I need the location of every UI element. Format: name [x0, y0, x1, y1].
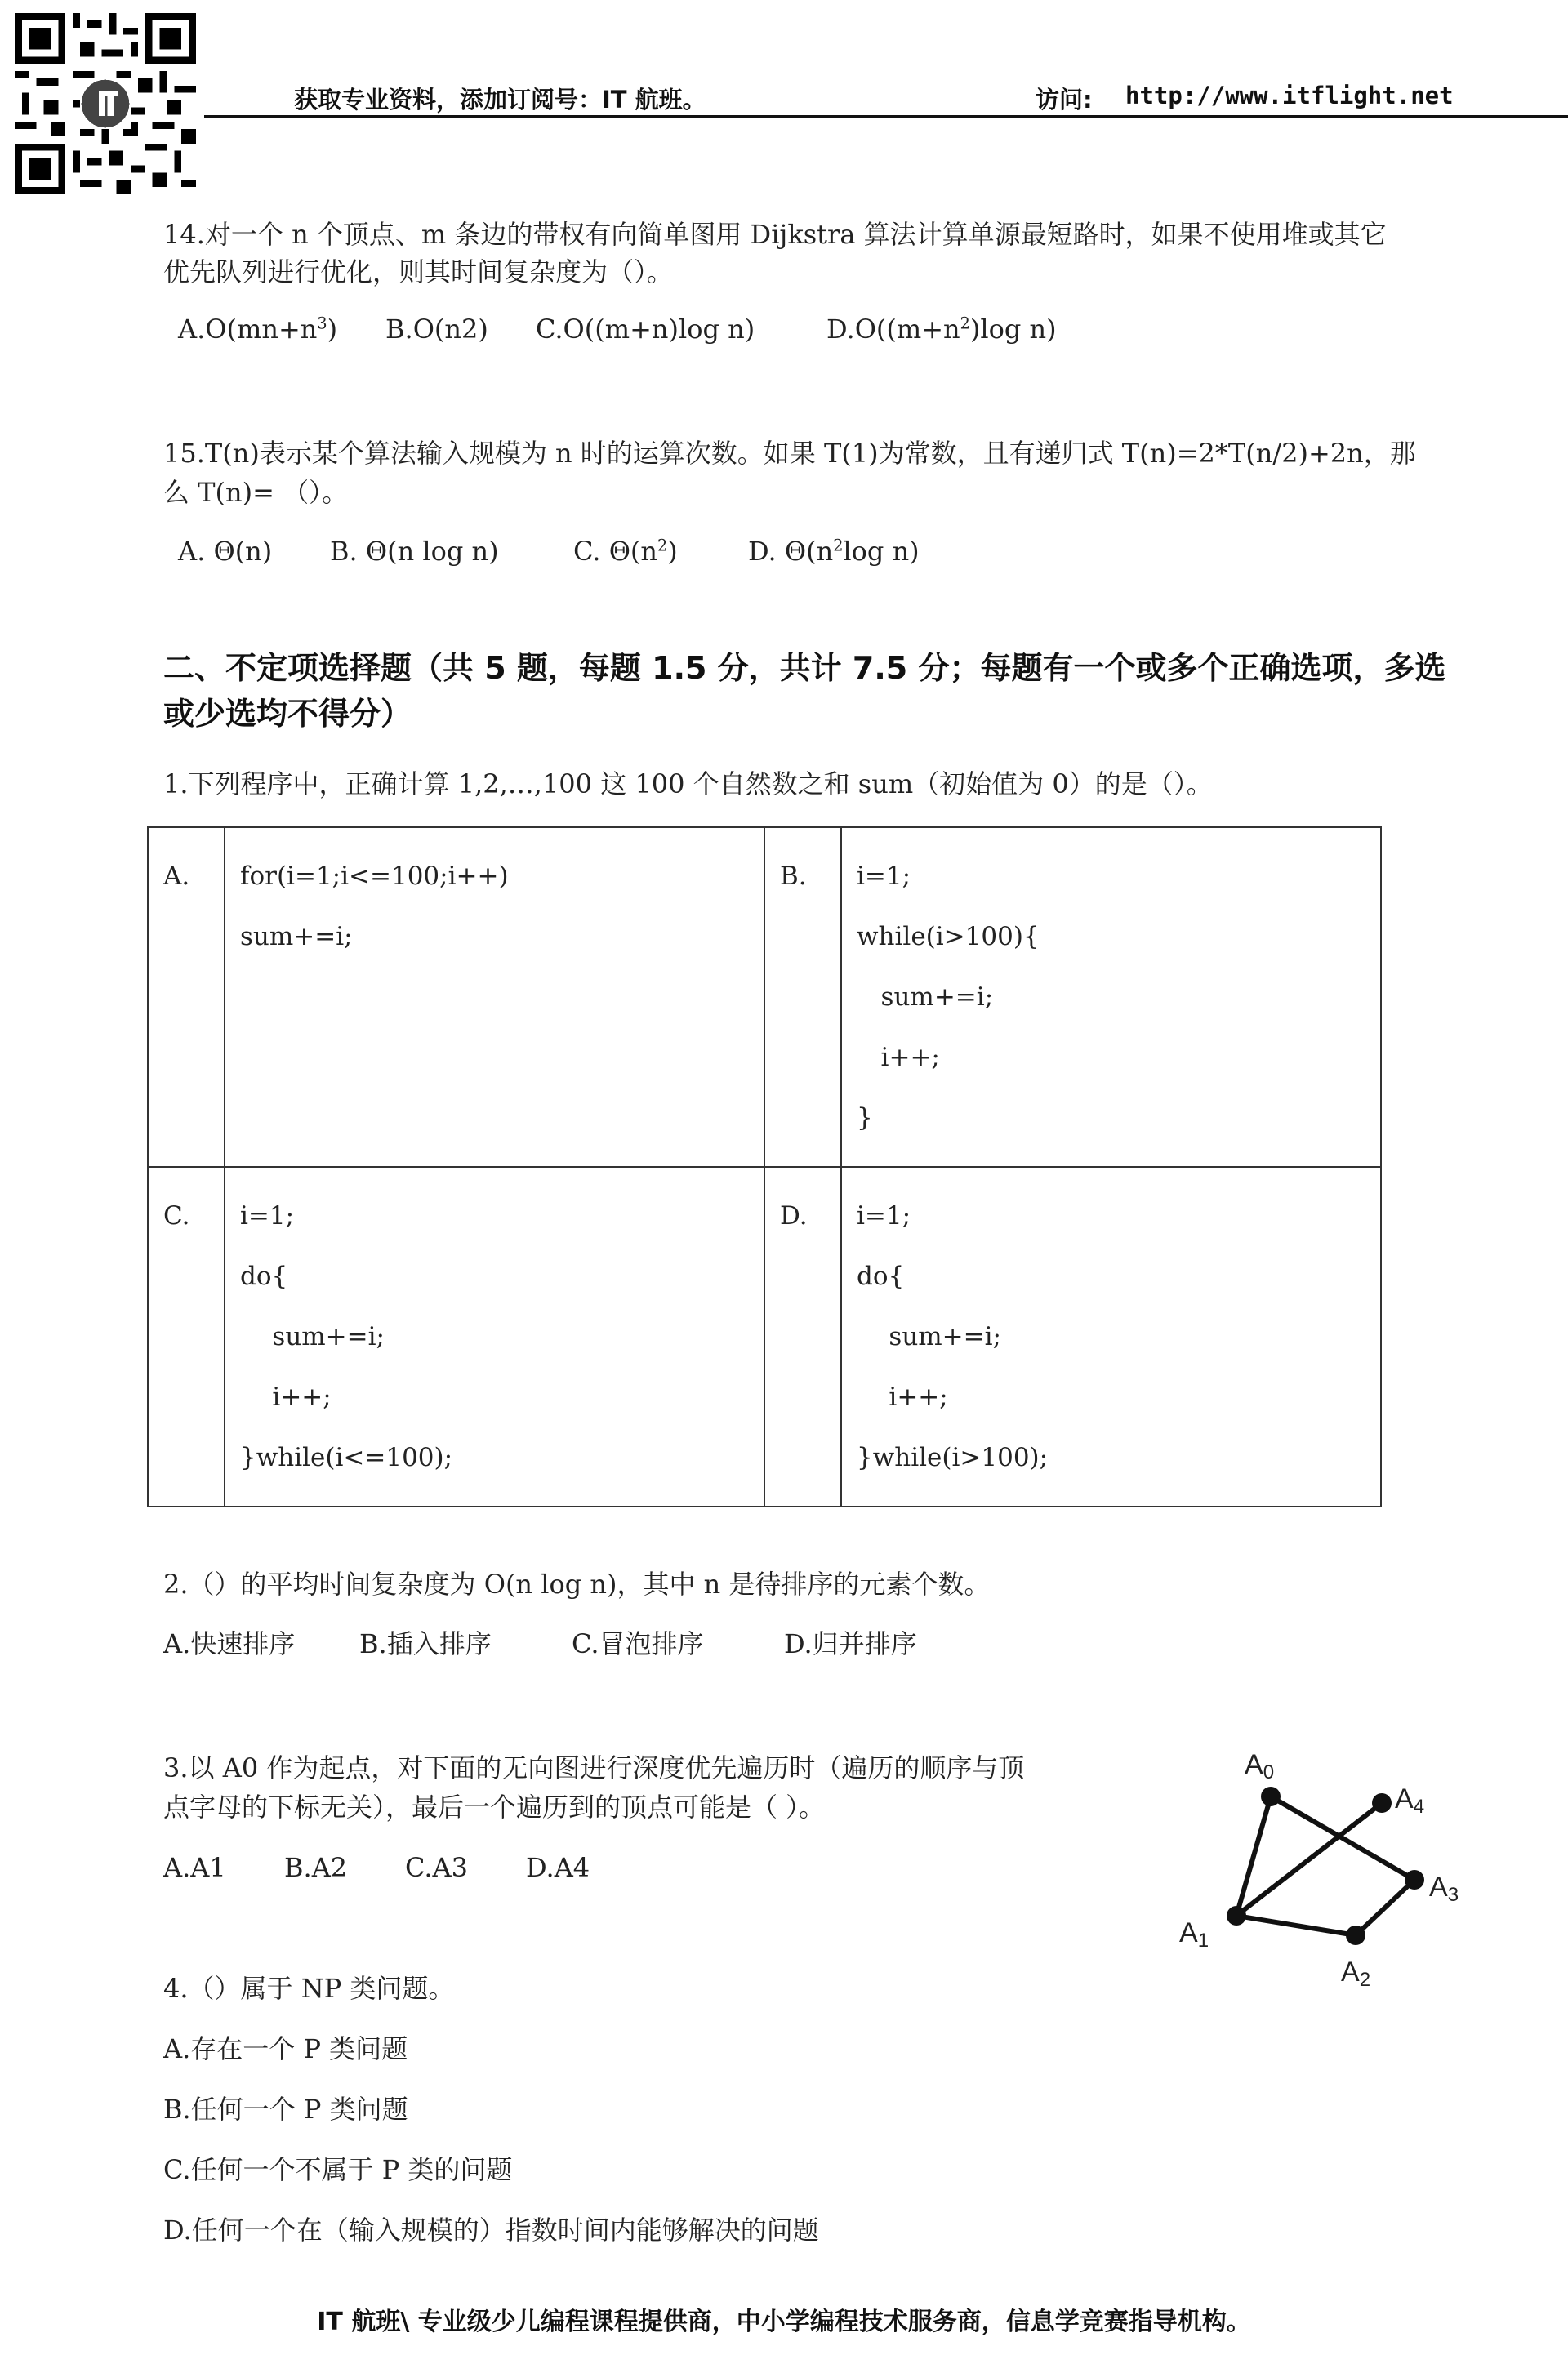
mq2-option-b: B.插入排序: [359, 1628, 492, 1659]
code-line: sum+=i;: [857, 982, 994, 1012]
mq3-option-d: D.A4: [526, 1852, 590, 1883]
mq4-option-b: B.任何一个 P 类问题: [163, 2094, 408, 2125]
code-line: }while(i<=100);: [240, 1443, 453, 1472]
graph-label-a4: A4: [1395, 1783, 1425, 1818]
header-visit-label: 访问:: [1036, 86, 1093, 114]
code-line: sum+=i;: [240, 922, 353, 951]
mq3-option-a: A.A1: [163, 1852, 226, 1883]
mq3-option-b: B.A2: [284, 1852, 348, 1883]
q15-text-line2: 么 T(n)= （）。: [163, 477, 349, 508]
mq1-text: 1.下列程序中，正确计算 1,2,…,100 这 100 个自然数之和 sum（初始值为 0）的是（）。: [163, 768, 1213, 799]
code-line: do{: [240, 1262, 288, 1291]
mq1-cell-d-code: [841, 1167, 1381, 1507]
mq1-cell-a-code: [225, 827, 764, 1167]
mq4-option-c: C.任何一个不属于 P 类的问题: [163, 2154, 513, 2185]
mq3-option-c: C.A3: [405, 1852, 468, 1883]
mq4-option-a: A.存在一个 P 类问题: [163, 2033, 408, 2064]
code-line: sum+=i;: [240, 1322, 385, 1351]
q15-option-c: C. $\Theta(n^2)$: [573, 536, 678, 567]
q15-option-a: A. Θ(n): [178, 536, 273, 567]
mq1-cell-a-label: A.: [148, 827, 225, 1167]
code-line: }: [857, 1103, 873, 1133]
graph-edge-a1-a2: [1236, 1916, 1356, 1935]
mq1-cell-d-label: D.: [764, 1167, 841, 1507]
graph-node-a1: [1227, 1906, 1246, 1926]
mq1-cell-c-code: [225, 1167, 764, 1507]
code-line: for(i=1;i<=100;i++): [240, 861, 509, 891]
header-url[interactable]: http://www.itflight.net: [1125, 82, 1454, 109]
section2-title: [163, 645, 1552, 737]
mq1-code-table: [147, 826, 1382, 1507]
graph-label-a0: A0: [1245, 1749, 1275, 1783]
q14-option-a: $A.O(mn+n^3)$: [178, 314, 338, 345]
mq2-option-d: D.归并排序: [784, 1628, 917, 1659]
q15-option-d: D. $\Theta(n^2\log$ n): [748, 536, 920, 567]
section2-title-line1: 二、不定项选择题（共 5 题，每题 1.5 分，共计 7.5 分；每题有一个或多个正确选项，多选: [163, 650, 1446, 686]
code-line: i=1;: [240, 1201, 295, 1231]
code-line: i++;: [857, 1382, 948, 1412]
header-promo: 获取专业资料，添加订阅号：IT 航班。: [294, 86, 706, 114]
mq2-option-c: C.冒泡排序: [572, 1628, 704, 1659]
q14-text-line1: 14.对一个 n 个顶点、m 条边的带权有向简单图用 Dijkstra 算法计算单源最短路时，如果不使用堆或其它: [163, 219, 1387, 250]
code-line: do{: [857, 1262, 905, 1291]
q15-option-b: B. Θ(n log n): [330, 536, 499, 567]
section2-title-line2: 或少选均不得分）: [163, 696, 412, 732]
code-line: while(i>100){: [857, 922, 1040, 951]
q15-text-line1: 15.T(n)表示某个算法输入规模为 n 时的运算次数。如果 T(1)为常数，且有递归式 T(n)=2*T(n/2)+2n，那: [163, 438, 1416, 469]
mq2-option-a: A.快速排序: [163, 1628, 296, 1659]
graph-node-a4: [1372, 1793, 1392, 1813]
q14-text-line2: 优先队列进行优化，则其时间复杂度为（）。: [163, 256, 674, 287]
q14-option-b: B.O(n2): [385, 314, 488, 345]
graph-edge-a2-a3: [1356, 1880, 1414, 1935]
mq1-cell-b-code: [841, 827, 1381, 1167]
graph-edge-a0-a3: [1271, 1796, 1414, 1880]
mq1-cell-b-label: B.: [764, 827, 841, 1167]
undirected-graph-figure: [1160, 1739, 1503, 2001]
page-footer: IT 航班\ 专业级少儿编程课程提供商，中小学编程技术服务商，信息学竞赛指导机构。: [317, 2308, 1251, 2336]
code-line: i=1;: [857, 1201, 911, 1231]
graph-node-a3: [1405, 1870, 1424, 1890]
mq3-text-line1: 3.以 A0 作为起点，对下面的无向图进行深度优先遍历时（遍历的顺序与顶: [163, 1752, 1025, 1783]
graph-label-a3: A3: [1429, 1872, 1459, 1906]
q14-option-d: $D.O((m+n^2)\log$ n): [826, 314, 1057, 345]
code-line: i++;: [857, 1043, 940, 1072]
code-line: }while(i>100);: [857, 1443, 1049, 1472]
graph-edge-a0-a1: [1236, 1796, 1271, 1916]
graph-label-a2: A2: [1341, 1957, 1371, 1991]
qr-code-image: [15, 13, 196, 194]
graph-node-a2: [1346, 1926, 1365, 1945]
mq4-text: 4.（）属于 NP 类问题。: [163, 1973, 455, 2004]
code-line: i=1;: [857, 861, 911, 891]
mq2-text: 2.（）的平均时间复杂度为 O(n log n)，其中 n 是待排序的元素个数。: [163, 1569, 991, 1600]
graph-label-a1: A1: [1179, 1917, 1209, 1952]
q14-option-c: C.O((m+n)log n): [536, 314, 755, 345]
code-line: sum+=i;: [857, 1322, 1001, 1351]
mq3-text-line2: 点字母的下标无关），最后一个遍历到的顶点可能是（ ）。: [163, 1792, 826, 1823]
code-line: i++;: [240, 1382, 332, 1412]
mq1-cell-c-label: C.: [148, 1167, 225, 1507]
graph-node-a0: [1261, 1787, 1281, 1806]
mq4-option-d: D.任何一个在（输入规模的）指数时间内能够解决的问题: [163, 2215, 819, 2246]
header-divider: [204, 115, 1568, 118]
